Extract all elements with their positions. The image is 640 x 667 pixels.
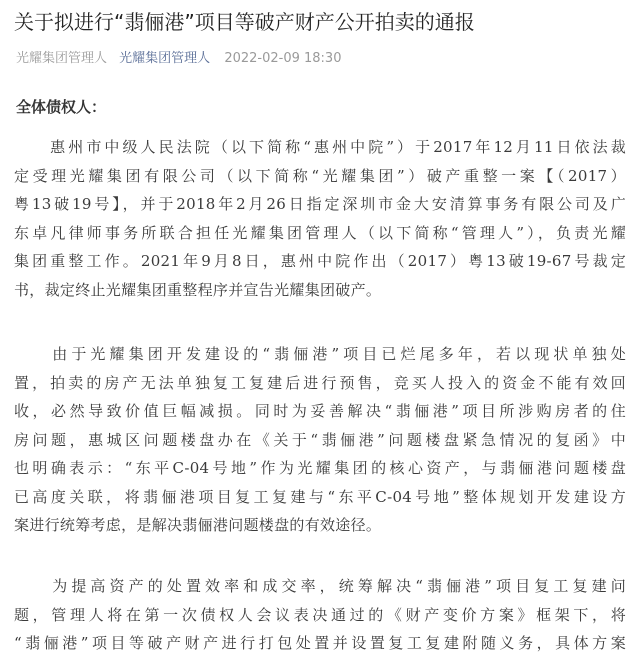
article-meta (16, 48, 341, 70)
paragraph-line: 已高度关联，将翡俪港项目复工复建与“东平C-04号地”整体规划开发建设方 (14, 487, 626, 506)
paragraph-line: 书，裁定终止光耀集团重整程序并宣告光耀集团破产。 (14, 280, 382, 299)
paragraph-line: 收，必然导致价值巨幅减损。同时为妥善解决“翡俪港”项目所涉购房者的住 (14, 402, 626, 420)
greeting: 全体债权人： (16, 98, 107, 116)
paragraph-line: 也明确表示：“东平C-04号地”作为光耀集团的核心资产，与翡俪港问题楼盘 (14, 459, 626, 477)
paragraph-3 (14, 572, 626, 658)
paragraph-line: “翡俪港”项目等破产财产进行打包处置并设置复工复建附随义务，具体方案 (14, 634, 626, 652)
paragraph-line: 题，管理人将在第一次债权人会议表决通过的《财产变价方案》框架下，将 (14, 605, 626, 624)
paragraph-line: 集团重整工作。2021年9月8日，惠州中院作出（2017）粤13破19-67号裁定 (14, 252, 626, 270)
paragraph-line: 东卓凡律师事务所联合担任光耀集团管理人（以下简称“管理人”），负责光耀 (14, 223, 626, 242)
author-name: 光耀集团管理人 (16, 51, 108, 66)
paragraph-line: 定受理光耀集团有限公司（以下简称“光耀集团”）破产重整一案【（2017） (14, 166, 626, 185)
paragraph-1 (14, 133, 626, 304)
paragraph-line: 置，拍卖的房产无法单独复工复建后进行预售，竞买人投入的资金不能有效回 (14, 373, 626, 392)
paragraph-line: 粤13破19号】，并于2018年2月26日指定深圳市金大安清算事务有限公司及广 (14, 195, 626, 213)
paragraph-2 (14, 340, 626, 540)
paragraph-line: 为提高资产的处置效率和成交率，统筹解决“翡俪港”项目复工复建问 (14, 577, 626, 595)
paragraph-line: 由于光耀集团开发建设的“翡俪港”项目已烂尾多年，若以现状单独处 (14, 345, 626, 363)
paragraph-line: 案进行统筹考虑，是解决翡俪港问题楼盘的有效途径。 (14, 516, 382, 534)
paragraph-line: 房问题，惠城区问题楼盘办在《关于“翡俪港”问题楼盘紧急情况的复函》中 (14, 430, 626, 449)
paragraph-line: 惠州市中级人民法院（以下简称“惠州中院”）于2017年12月11日依法裁 (14, 138, 626, 156)
article-title: 关于拟进行“翡俪港”项目等破产财产公开拍卖的通报 (14, 10, 475, 34)
publish-time: 2022-02-09 18:30 (224, 51, 342, 66)
account-link[interactable]: 光耀集团管理人 (119, 51, 211, 66)
